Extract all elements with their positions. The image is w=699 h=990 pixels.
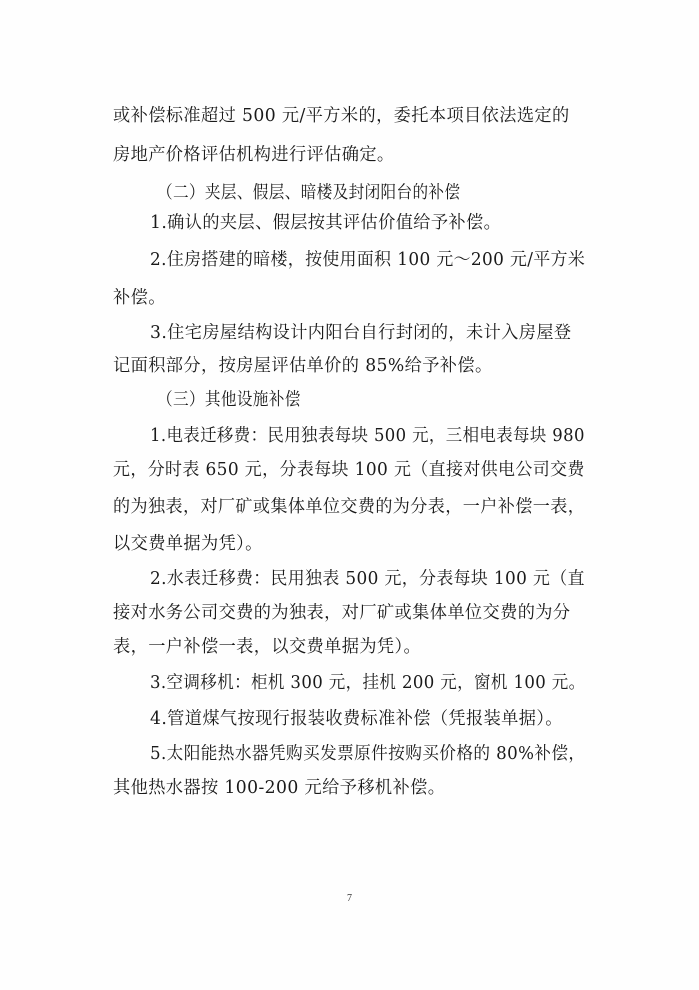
text-line: 表，一户补偿一表，以交费单据为凭）。 xyxy=(113,637,422,657)
text-line: 3.住宅房屋结构设计内阳台自行封闭的，未计入房屋登 xyxy=(150,323,572,343)
text-line: 1.确认的夹层、假层按其评估价值给予补偿。 xyxy=(150,213,502,233)
text-line: 房地产价格评估机构进行评估确定。 xyxy=(113,145,395,165)
text-line: 补偿。 xyxy=(113,288,166,308)
text-line: 3.空调移机：柜机 300 元，挂机 200 元，窗机 100 元。 xyxy=(150,673,586,693)
text-line: 的为独表，对厂矿或集体单位交费的为分表，一户补偿一表， xyxy=(113,497,586,517)
text-line: 以交费单据为凭）。 xyxy=(113,534,263,554)
text-line: 2.住房搭建的暗楼，按使用面积 100 元～200 元/平方米 xyxy=(150,250,586,270)
section-heading: （三）其他设施补偿 xyxy=(157,390,301,410)
text-line: 或补偿标准超过 500 元/平方米的，委托本项目依法选定的 xyxy=(113,106,570,126)
text-line: 其他热水器按 100-200 元给予移机补偿。 xyxy=(113,778,446,798)
text-line: 1.电表迁移费：民用独表每块 500 元，三相电表每块 980 xyxy=(150,426,585,446)
text-line: 记面积部分，按房屋评估单价的 85%给予补偿。 xyxy=(113,356,493,376)
section-heading: （二）夹层、假层、暗楼及封闭阳台的补偿 xyxy=(157,183,461,203)
text-line: 2.水表迁移费：民用独表 500 元，分表每块 100 元（直 xyxy=(150,569,585,589)
text-line: 4.管道煤气按现行报装收费标准补偿（凭报装单据）。 xyxy=(150,709,563,729)
text-line: 元，分时表 650 元，分表每块 100 元（直接对供电公司交费 xyxy=(113,460,585,480)
text-line: 5.太阳能热水器凭购买发票原件按购买价格的 80%补偿， xyxy=(150,744,586,764)
text-line: 接对水务公司交费的为独表，对厂矿或集体单位交费的为分 xyxy=(113,603,571,623)
page-number: 7 xyxy=(347,893,352,904)
